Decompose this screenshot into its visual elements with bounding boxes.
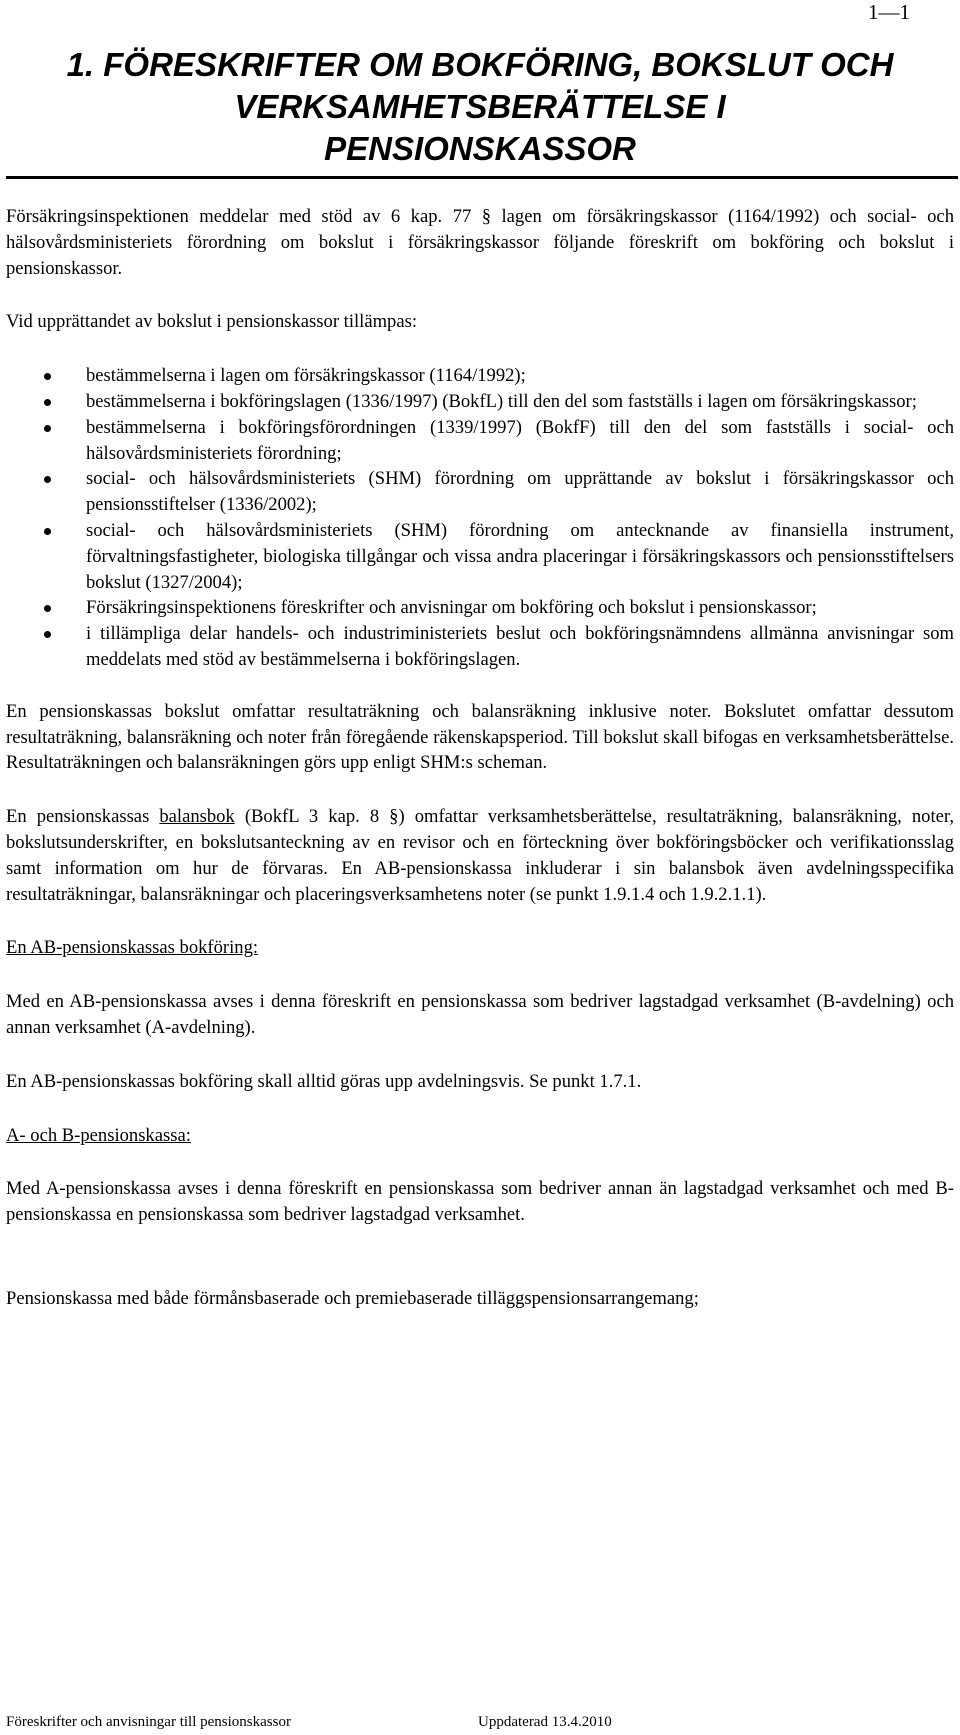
footer-title: Föreskrifter och anvisningar till pensionskassor [6,1714,291,1730]
lead-in-paragraph: Vid upprättandet av bokslut i pensionskassor tillämpas: [6,311,417,333]
closing-paragraph: Pensionskassa med både förmånsbaserade och premiebaserade tilläggspensionsarrangemang; [6,1287,699,1309]
list-item: bestämmelserna i bokföringslagen (1336/1997) (BokfL) till den del som fastställs i lagen om försäkringskassor; [6,389,954,415]
ab-paragraph-2: En AB-pensionskassas bokföring skall alltid göras upp avdelningsvis. Se punkt 1.7.1. [6,1070,642,1092]
a-b-section-heading: A- och B-pensionskassa: [6,1124,191,1146]
list-item: Försäkringsinspektionens föreskrifter och anvisningar om bokföring och bokslut i pensionskassor; [6,595,954,621]
intro-paragraph: Försäkringsinspektionen meddelar med stöd av 6 kap. 77 § lagen om försäkringskassor (1164/1992) och social- och hälsovårdsministeriets förordning om bokslut i försäkringskassor följande föreskrift om bokföring och bokslut i pensionskassor. [6,206,954,279]
list-item: bestämmelserna i bokföringsförordningen (1339/1997) (BokfF) till den del som fastställs i social- och hälsovårdsministeriets förordning; [6,415,954,467]
balansbok-paragraph: En pensionskassas balansbok (BokfL 3 kap. 8 §) omfattar verksamhetsberättelse, resultaträkning, balansräkning, noter, bokslutsunderskrifter, en bokslutsanteckning av en revisor och en förteckning över bokföringsböcker och verifikationsslag samt information om hur de förvaras. En AB-pensionskassa inkluderar i sin balansbok även avdelningsspecifika resultaträkningar, balansräkningar och placeringsverksamhetens noter (se punkt 1.9.1.4 och 1.9.2.1.1). [6,806,954,905]
page-number: 1—1 [868,0,910,24]
bullet-icon [44,528,51,535]
bullet-icon [44,631,51,638]
document-body [6,204,954,1340]
bokslut-paragraph: En pensionskassas bokslut omfattar resultaträkning och balansräkning inklusive noter. Bokslutet omfattar dessutom resultaträkning, balansräkning och noter från föregående räkenskapsperiod. Till bokslut skall bifogas en verksamhetsberättelse. Resultaträkningen och balansräkningen görs upp enligt SHM:s scheman. [6,700,954,774]
title-divider [6,176,958,179]
balansbok-term: balansbok [159,806,235,828]
bullet-icon [44,399,51,406]
bullet-icon [44,425,51,432]
list-item: social- och hälsovårdsministeriets (SHM) förordning om antecknande av finansiella instrument, förvaltningsfastigheter, biologiska tillgångar och vissa andra placeringar i försäkringskassors och pensionsstiftelsers bokslut (1327/2004); [6,518,954,595]
list-item: i tillämpliga delar handels- och industriministeriets beslut och bokföringsnämndens allmänna anvisningar som meddelats med stöd av bestämmelserna i bokföringslagen. [6,621,954,673]
list-item: social- och hälsovårdsministeriets (SHM) förordning om upprättande av bokslut i försäkringskassor och pensionsstiftelser (1336/2002); [6,466,954,518]
title-line-1: 1. FÖRESKRIFTER OM BOKFÖRING, BOKSLUT OCH [66,46,894,83]
list-item: bestämmelserna i lagen om försäkringskassor (1164/1992); [6,363,954,389]
bullet-icon [44,476,51,483]
ab-section-heading: En AB-pensionskassas bokföring: [6,937,259,959]
regulation-list [6,363,954,673]
a-b-paragraph: Med A-pensionskassa avses i denna föreskrift en pensionskassa som bedriver annan än lagstadgad verksamhet och med B-pensionskassa en pensionskassa som bedriver lagstadgad verksamhet. [6,1178,954,1226]
footer-updated: Uppdaterad 13.4.2010 [478,1714,612,1730]
bullet-icon [44,605,51,612]
page-title [6,44,954,170]
title-line-3: PENSIONSKASSOR [324,130,636,167]
bullet-icon [44,373,51,380]
title-line-2: VERKSAMHETSBERÄTTELSE I [234,88,726,125]
ab-paragraph-1: Med en AB-pensionskassa avses i denna föreskrift en pensionskassa som bedriver lagstadgad verksamhet (B-avdelning) och annan verksamhet (A-avdelning). [6,991,954,1038]
